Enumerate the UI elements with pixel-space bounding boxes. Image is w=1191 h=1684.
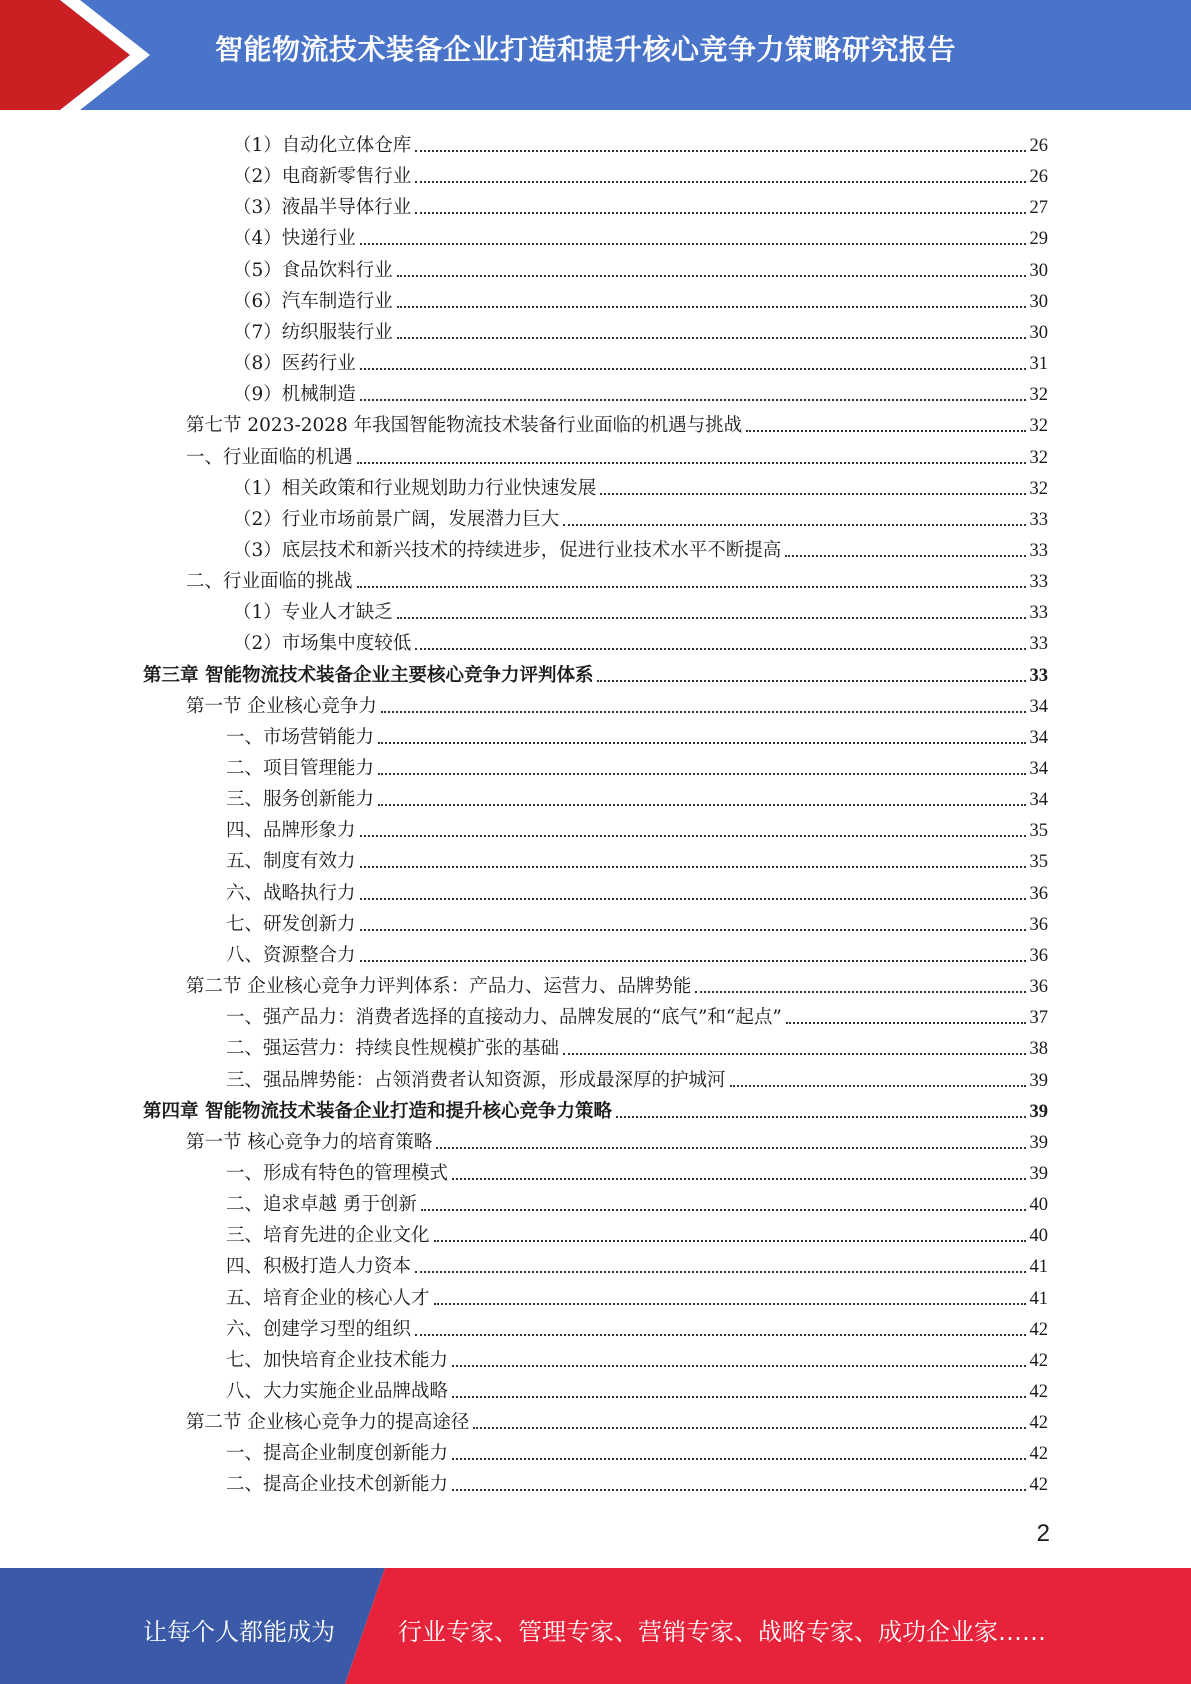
- toc-entry-label: 第二节 企业核心竞争力评判体系：产品力、运营力、品牌势能: [186, 976, 692, 998]
- toc-entry-row[interactable]: [186, 1124, 1048, 1155]
- toc-entry-row[interactable]: [233, 532, 1048, 563]
- toc-entry-label: （1）相关政策和行业规划助力行业快速发展: [233, 477, 597, 499]
- toc-entry-row[interactable]: [226, 999, 1048, 1030]
- toc-dot-leader: [378, 773, 1025, 775]
- toc-entry-label: 五、培育企业的核心人才: [226, 1287, 430, 1309]
- toc-chapter-row[interactable]: [143, 657, 1048, 688]
- toc-entry-row[interactable]: [226, 812, 1048, 843]
- toc-entry-row[interactable]: [233, 345, 1048, 376]
- toc-dot-leader: [415, 1334, 1025, 1336]
- toc-entry-row[interactable]: [226, 1466, 1048, 1497]
- toc-entry-label: 一、提高企业制度创新能力: [226, 1443, 449, 1465]
- toc-entry-row[interactable]: [226, 1062, 1048, 1093]
- toc-entry-page: 34: [1029, 727, 1048, 748]
- toc-entry-label: （1）专业人才缺乏: [233, 602, 393, 624]
- toc-entry-row[interactable]: [226, 1280, 1048, 1311]
- toc-entry-page: 41: [1029, 1257, 1048, 1278]
- toc-entry-label: （9）机械制造: [233, 384, 356, 406]
- toc-entry-label: （4）快递行业: [233, 228, 356, 250]
- footer-slogan-left: 让每个人都能成为: [143, 1618, 335, 1646]
- toc-entry-row[interactable]: [226, 1155, 1048, 1186]
- toc-entry-row[interactable]: [233, 158, 1048, 189]
- toc-entry-row[interactable]: [226, 719, 1048, 750]
- toc-entry-row[interactable]: [226, 1373, 1048, 1404]
- toc-entry-row[interactable]: [233, 594, 1048, 625]
- toc-dot-leader: [397, 275, 1026, 277]
- toc-entry-label: 二、提高企业技术创新能力: [226, 1474, 449, 1496]
- toc-dot-leader: [360, 399, 1026, 401]
- toc-entry-page: 29: [1029, 229, 1048, 250]
- toc-entry-row[interactable]: [233, 625, 1048, 656]
- toc-entry-page: 33: [1029, 603, 1048, 624]
- footer-slogan-right: 行业专家、管理专家、营销专家、战略专家、成功企业家……: [398, 1618, 1046, 1646]
- toc-entry-page: 32: [1029, 478, 1048, 499]
- toc-entry-page: 34: [1029, 790, 1048, 811]
- toc-entry-label: 一、形成有特色的管理模式: [226, 1162, 449, 1184]
- toc-entry-label: 四、品牌形象力: [226, 820, 356, 842]
- toc-entry-page: 35: [1029, 852, 1048, 873]
- toc-entry-page: 40: [1029, 1195, 1048, 1216]
- toc-entry-page: 33: [1029, 509, 1048, 530]
- toc-entry-page: 39: [1029, 1132, 1048, 1153]
- toc-entry-label: （1）自动化立体仓库: [233, 135, 412, 156]
- toc-entry-row[interactable]: [226, 843, 1048, 874]
- toc-entry-row[interactable]: [226, 781, 1048, 812]
- toc-entry-page: 36: [1029, 945, 1048, 966]
- toc-entry-page: 33: [1029, 572, 1048, 593]
- toc-entry-label: 六、创建学习型的组织: [226, 1318, 412, 1340]
- toc-entry-page: 42: [1029, 1444, 1048, 1465]
- toc-entry-label: （6）汽车制造行业: [233, 290, 393, 312]
- toc-entry-page: 33: [1029, 634, 1048, 655]
- page-number: 2: [1036, 1520, 1050, 1547]
- toc-entry-page: 32: [1029, 385, 1048, 406]
- toc-entry-label: （2）市场集中度较低: [233, 633, 412, 655]
- toc-entry-label: （2）行业市场前景广阔，发展潜力巨大: [233, 508, 560, 530]
- toc-dot-leader: [381, 711, 1026, 713]
- toc-dot-leader: [452, 1178, 1025, 1180]
- toc-entry-row[interactable]: [233, 252, 1048, 283]
- toc-dot-leader: [357, 462, 1026, 464]
- toc-dot-leader: [360, 243, 1026, 245]
- toc-entry-page: 32: [1029, 416, 1048, 437]
- toc-entry-page: 30: [1029, 260, 1048, 281]
- toc-entry-row[interactable]: [233, 220, 1048, 251]
- toc-dot-leader: [473, 1427, 1025, 1429]
- toc-entry-label: 第四章 智能物流技术装备企业打造和提升核心竞争力策略: [143, 1100, 612, 1122]
- toc-dot-leader: [785, 555, 1025, 557]
- toc-dot-leader: [695, 991, 1025, 993]
- toc-dot-leader: [397, 337, 1026, 339]
- toc-entry-label: （7）纺织服装行业: [233, 321, 393, 343]
- toc-dot-leader: [600, 493, 1025, 495]
- toc-entry-row[interactable]: [186, 563, 1048, 594]
- toc-dot-leader: [452, 1489, 1025, 1491]
- toc-entry-label: 八、大力实施企业品牌战略: [226, 1381, 449, 1402]
- toc-entry-page: 42: [1029, 1475, 1048, 1496]
- toc-chapter-row[interactable]: [143, 1093, 1048, 1124]
- toc-entry-label: 一、强产品力：消费者选择的直接动力、品牌发展的“底气”和“起点”: [226, 1007, 782, 1029]
- toc-entry-row[interactable]: [186, 439, 1048, 470]
- toc-entry-page: 33: [1029, 540, 1048, 561]
- toc-dot-leader: [357, 586, 1026, 588]
- toc-entry-page: 39: [1029, 1070, 1048, 1091]
- toc-entry-label: （2）电商新零售行业: [233, 166, 412, 188]
- toc-dot-leader: [597, 680, 1025, 682]
- toc-entry-row[interactable]: [226, 1248, 1048, 1279]
- toc-dot-leader: [397, 306, 1026, 308]
- toc-entry-row[interactable]: [226, 1030, 1048, 1061]
- toc-entry-label: 第二节 企业核心竞争力的提高途径: [186, 1412, 470, 1434]
- toc-dot-leader: [452, 1458, 1025, 1460]
- toc-entry-label: （5）食品饮料行业: [233, 259, 393, 281]
- toc-entry-label: 六、战略执行力: [226, 882, 356, 904]
- toc-entry-label: 五、制度有效力: [226, 851, 356, 873]
- header-title: 智能物流技术装备企业打造和提升核心竞争力策略研究报告: [215, 33, 957, 66]
- toc-dot-leader: [360, 866, 1026, 868]
- toc-dot-leader: [563, 1053, 1025, 1055]
- toc-entry-label: （3）底层技术和新兴技术的持续进步，促进行业技术水平不断提高: [233, 539, 782, 561]
- toc-entry-row[interactable]: [226, 1435, 1048, 1466]
- toc-dot-leader: [436, 1147, 1025, 1149]
- toc-dot-leader: [746, 430, 1025, 432]
- toc-entry-page: 32: [1029, 447, 1048, 468]
- toc-entry-page: 42: [1029, 1382, 1048, 1402]
- toc-entry-row[interactable]: [233, 376, 1048, 407]
- toc-entry-label: 二、强运营力：持续良性规模扩张的基础: [226, 1038, 560, 1060]
- toc-entry-row[interactable]: [233, 501, 1048, 532]
- toc-entry-row[interactable]: [226, 1217, 1048, 1248]
- toc-entry-page: 34: [1029, 759, 1048, 779]
- toc-entry-row[interactable]: [233, 470, 1048, 501]
- toc-entry-page: 33: [1029, 665, 1048, 686]
- toc-entry-page: 35: [1029, 821, 1048, 842]
- toc-entry-label: 第一节 核心竞争力的培育策略: [186, 1131, 433, 1153]
- toc-entry-label: 二、行业面临的挑战: [186, 571, 353, 593]
- toc-entry-page: 41: [1029, 1288, 1048, 1309]
- toc-entry-label: 一、市场营销能力: [226, 726, 375, 748]
- toc-entry-label: 一、行业面临的机遇: [186, 446, 353, 468]
- toc-entry-row[interactable]: [233, 189, 1048, 220]
- toc-dot-leader: [415, 181, 1025, 183]
- toc-entry-page: 36: [1029, 883, 1048, 904]
- toc-entry-page: 36: [1029, 914, 1048, 935]
- toc-entry-page: 42: [1029, 1413, 1048, 1434]
- toc-entry-page: 39: [1029, 1163, 1048, 1184]
- toc-entry-row[interactable]: [233, 314, 1048, 345]
- page-footer: [0, 1568, 1191, 1684]
- toc-dot-leader: [434, 1240, 1026, 1242]
- toc-entry-label: （8）医药行业: [233, 353, 356, 375]
- toc-dot-leader: [415, 648, 1025, 650]
- toc-entry-row[interactable]: [226, 1311, 1048, 1342]
- toc-entry-page: 42: [1029, 1350, 1048, 1371]
- toc-entry-label: 第一节 企业核心竞争力: [186, 695, 377, 717]
- toc-entry-row[interactable]: [226, 1186, 1048, 1217]
- toc-entry-row[interactable]: [226, 750, 1048, 781]
- toc-dot-leader: [434, 1303, 1026, 1305]
- toc-entry-page: 38: [1029, 1039, 1048, 1060]
- toc-entry-page: 40: [1029, 1226, 1048, 1247]
- toc-entry-label: 三、强品牌势能：占领消费者认知资源，形成最深厚的护城河: [226, 1069, 726, 1091]
- toc-entry-page: 37: [1029, 1008, 1048, 1029]
- toc-dot-leader: [378, 742, 1025, 744]
- toc-entry-row[interactable]: [233, 283, 1048, 314]
- toc-dot-leader: [730, 1085, 1026, 1087]
- toc-entry-row[interactable]: [233, 127, 1048, 158]
- toc-dot-leader: [616, 1116, 1026, 1118]
- toc-dot-leader: [563, 524, 1025, 526]
- page-header: [0, 0, 1191, 110]
- toc-entry-row[interactable]: [186, 407, 1048, 438]
- toc-dot-leader: [415, 1271, 1025, 1273]
- toc-entry-label: 二、追求卓越 勇于创新: [226, 1194, 417, 1216]
- toc-entry-row[interactable]: [226, 875, 1048, 906]
- toc-dot-leader: [360, 898, 1026, 900]
- toc-dot-leader: [415, 150, 1025, 152]
- toc-entry-page: 30: [1029, 322, 1048, 343]
- toc-entry-page: 36: [1029, 977, 1048, 998]
- toc-dot-leader: [421, 1209, 1026, 1211]
- toc-entry-row[interactable]: [186, 688, 1048, 719]
- toc-entry-row[interactable]: [226, 906, 1048, 937]
- toc-entry-label: 二、项目管理能力: [226, 758, 375, 779]
- toc-dot-leader: [415, 212, 1025, 214]
- toc-dot-leader: [452, 1396, 1025, 1398]
- toc-entry-label: 八、资源整合力: [226, 944, 356, 966]
- toc-entry-label: 四、积极打造人力资本: [226, 1256, 412, 1278]
- toc-entry-row[interactable]: [226, 1342, 1048, 1373]
- toc-entry-page: 27: [1029, 198, 1048, 219]
- toc-entry-page: 31: [1029, 354, 1048, 375]
- toc-entry-row[interactable]: [226, 937, 1048, 968]
- toc-entry-label: 七、加快培育企业技术能力: [226, 1349, 449, 1371]
- toc-entry-label: （3）液晶半导体行业: [233, 197, 412, 219]
- toc-entry-page: 42: [1029, 1319, 1048, 1340]
- toc-entry-page: 34: [1029, 696, 1048, 717]
- toc-dot-leader: [397, 617, 1026, 619]
- toc-dot-leader: [360, 929, 1026, 931]
- toc-entry-row[interactable]: [186, 1404, 1048, 1435]
- toc-entry-label: 三、服务创新能力: [226, 789, 375, 811]
- toc-entry-row[interactable]: [186, 968, 1048, 999]
- toc-dot-leader: [452, 1365, 1025, 1367]
- toc-entry-label: 第三章 智能物流技术装备企业主要核心竞争力评判体系: [143, 664, 594, 686]
- toc-dot-leader: [360, 835, 1026, 837]
- toc-dot-leader: [360, 960, 1026, 962]
- toc-entry-page: 39: [1029, 1101, 1048, 1122]
- toc-entry-page: 30: [1029, 291, 1048, 312]
- toc-entry-label: 第七节 2023-2028 年我国智能物流技术装备行业面临的机遇与挑战: [186, 415, 743, 437]
- toc-entry-page: 26: [1029, 167, 1048, 188]
- toc-dot-leader: [378, 804, 1025, 806]
- toc-entry-page: 26: [1029, 136, 1048, 156]
- toc-dot-leader: [786, 1022, 1026, 1024]
- toc-dot-leader: [360, 368, 1026, 370]
- toc-entry-label: 三、培育先进的企业文化: [226, 1225, 430, 1247]
- toc-entry-label: 七、研发创新力: [226, 913, 356, 935]
